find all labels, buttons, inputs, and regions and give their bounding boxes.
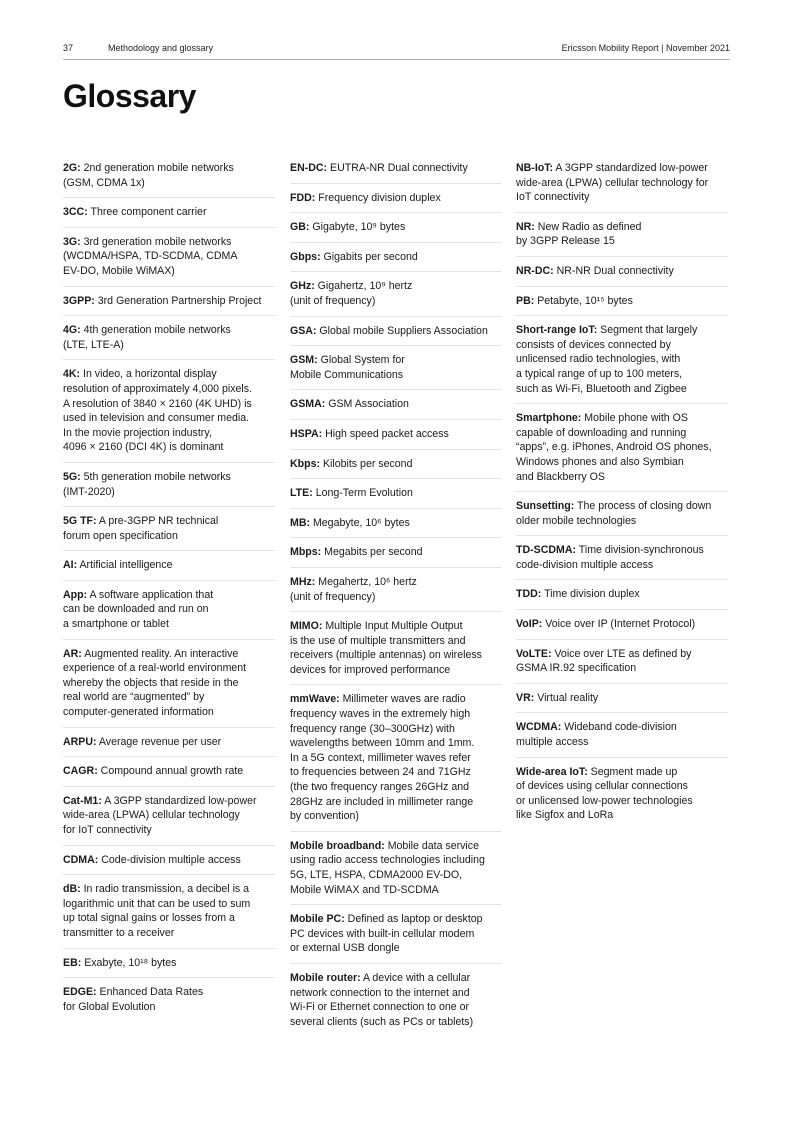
glossary-definition: Average revenue per user [96,735,222,748]
page-number: 37 [63,43,74,53]
glossary-definition: Defined as laptop or desktop PC devices with built-in cellular modem or external USB dongle [290,913,483,955]
glossary-entry [63,882,275,948]
glossary-definition: Segment that largely consists of devices connected by unlicensed radio technologies, with a typical range of up to 100 meters, such as Wi-Fi, Bluetooth and Zigbee [516,324,698,395]
glossary-definition: EUTRA-NR Dual connectivity [327,162,468,174]
glossary-entry [63,323,275,360]
glossary-entry [63,794,275,846]
glossary-entry [290,692,502,831]
glossary-term: 2G: [63,162,81,174]
glossary-term: Kbps: [290,457,321,470]
glossary-term: 5G TF: [63,515,97,528]
glossary-definition: Three component carrier [87,206,207,219]
glossary-term: 3G: [63,235,81,248]
page-header [63,43,730,59]
glossary-definition: A pre-3GPP NR technical forum open specification [63,515,219,542]
glossary-term: Wide-area IoT: [516,765,588,778]
glossary-definition: Long-Term Evolution [312,487,413,500]
glossary-entry [63,235,275,287]
glossary-entry [516,294,728,317]
glossary-entry [63,956,275,979]
glossary-term: Short-range IoT: [516,324,598,337]
glossary-entry [516,691,728,714]
glossary-definition: Gigabits per second [320,250,418,263]
glossary-entry [63,588,275,640]
glossary-term: VR: [516,691,535,704]
glossary-definition: Voice over IP (Internet Protocol) [542,618,696,631]
glossary-term: MB: [290,516,311,529]
glossary-term: GSMA: [290,398,326,411]
glossary-definition: A device with a cellular network connection to the internet and Wi-Fi or Ethernet connection to one or several clients (such as PCs or tablets) [290,971,474,1028]
glossary-term: ARPU: [63,735,97,748]
glossary-definition: In radio transmission, a decibel is a logarithmic unit that can be used to sum up total signal gains or losses from a transmitter to a receiver [63,883,251,939]
glossary-entry [290,191,502,214]
glossary-term: EB: [63,956,82,969]
glossary-definition: Augmented reality. An interactive experience of a real-world environment whereby the objects that reside in the real world are “augmented” by computer-generated information [63,647,247,719]
glossary-entry [516,264,728,287]
glossary-entry [290,353,502,390]
glossary-definition: Gigahertz, 10⁹ hertz (unit of frequency) [290,280,413,307]
glossary-definition: Millimeter waves are radio frequency waves in the extremely high frequency range (30–300GHz) with wavelengths between 10mm and 1mm. In a 5G context, millimeter waves refer to frequencies between 24 and 71GHz (the two frequency ranges 26GHz and 28GHz are included in millimeter range by convention) [290,693,475,823]
glossary-term: VoIP: [516,618,543,631]
glossary-definition: GSM Association [325,398,409,411]
glossary-entry [290,619,502,685]
glossary-definition: New Radio as defined by 3GPP Release 15 [516,220,642,248]
glossary-entry [290,279,502,316]
glossary-entry [290,912,502,964]
glossary-entry [63,764,275,787]
glossary-entry [290,427,502,450]
glossary-definition: Wideband code-division multiple access [516,721,677,749]
glossary-term: AR: [63,647,82,660]
glossary-entry [290,971,502,1036]
glossary-term: NB-IoT: [516,162,554,174]
glossary-entry [63,735,275,758]
glossary-term: MIMO: [290,620,323,633]
glossary-term: NR: [516,220,535,233]
glossary-entry [63,647,275,728]
glossary-definition: Megahertz, 10⁶ hertz (unit of frequency) [290,575,417,603]
glossary-definition: Gigabyte, 10⁹ bytes [309,221,406,234]
glossary-column-2 [290,161,502,1043]
glossary-definition: Multiple Input Multiple Output is the use of multiple transmitters and receivers (multiple antennas) on wireless devices for improved performance [290,620,482,676]
glossary-term: GB: [290,221,310,234]
glossary-term: TDD: [516,588,542,601]
glossary-definition: 3rd Generation Partnership Project [94,294,262,307]
glossary-definition: Megabyte, 10⁶ bytes [310,516,410,529]
glossary-definition: Artificial intelligence [77,559,173,572]
glossary-definition: Exabyte, 10¹⁸ bytes [81,956,177,969]
glossary-definition: Petabyte, 10¹⁵ bytes [534,294,633,307]
glossary-definition: 5th generation mobile networks (IMT-2020) [63,470,231,498]
glossary-term: 3GPP: [63,294,95,307]
glossary-term: Mobile PC: [290,913,345,926]
glossary-column-1 [63,161,275,1028]
glossary-definition: Frequency division duplex [315,191,441,204]
glossary-term: EDGE: [63,986,97,999]
glossary-entry [290,220,502,243]
glossary-definition: Megabits per second [321,546,423,559]
glossary-definition: Enhanced Data Rates for Global Evolution [63,986,204,1013]
glossary-term: dB: [63,883,81,896]
glossary-term: TD-SCDMA: [516,544,577,557]
glossary-term: PB: [516,294,535,307]
glossary-definition: Time division-synchronous code-division multiple access [516,544,704,571]
glossary-entry [63,367,275,463]
glossary-term: VoLTE: [516,647,552,660]
glossary-entry [290,457,502,480]
glossary-definition: Mobile phone with OS capable of downloading and running “apps”, e.g. iPhones, Android OS phones, Windows phones and also Symbian and Blackberry OS [516,412,712,483]
glossary-definition: In video, a horizontal display resolution of approximately 4,000 pixels. A resolution of 3840 × 2160 (4K UHD) is used in television and consumer media. In the movie projection industry, 4096 × 2160 (DCI 4K) is dominant [63,368,253,454]
glossary-entry [516,587,728,610]
glossary-entry [63,514,275,551]
glossary-entry [516,499,728,536]
glossary-definition: Time division duplex [541,588,640,601]
glossary-entry [63,470,275,507]
glossary-definition: NR-NR Dual connectivity [553,264,674,277]
glossary-definition: 3rd generation mobile networks (WCDMA/HSPA, TD-SCDMA, CDMA EV-DO, Mobile WiMAX) [63,235,238,277]
glossary-entry [290,575,502,612]
glossary-term: GHz: [290,280,315,293]
glossary-column-3 [516,161,728,837]
glossary-entry [516,765,728,830]
glossary-term: Cat-M1: [63,794,102,807]
glossary-definition: Global System for Mobile Communications [290,354,405,381]
glossary-term: GSA: [290,324,317,337]
glossary-term: mmWave: [290,693,340,706]
glossary-term: LTE: [290,487,313,500]
glossary-entry [290,516,502,539]
glossary-definition: Compound annual growth rate [97,765,244,778]
glossary-term: EN-DC: [290,162,328,174]
glossary-definition: Code-division multiple access [98,853,241,866]
glossary-entry [516,411,728,492]
glossary-entry [63,853,275,876]
section-name: Methodology and glossary [108,43,214,53]
glossary-definition: Global mobile Suppliers Association [316,324,488,337]
glossary-term: AI: [63,559,78,572]
glossary-term: 5G: [63,470,81,483]
glossary-entry [516,323,728,404]
glossary-term: Mbps: [290,546,322,559]
glossary-term: Sunsetting: [516,500,575,513]
glossary-entry [63,205,275,228]
glossary-term: GSM: [290,354,318,367]
glossary-definition: Virtual reality [534,691,599,704]
glossary-definition: The process of closing down older mobile technologies [516,500,712,527]
glossary-term: Smartphone: [516,412,582,425]
glossary-entry [516,543,728,580]
glossary-term: CDMA: [63,853,99,866]
glossary-definition: A 3GPP standardized low-power wide-area (LPWA) cellular technology for IoT connectivity [516,162,709,204]
glossary-term: HSPA: [290,427,323,440]
header-divider [63,59,730,60]
glossary-term: 4K: [63,368,81,381]
glossary-term: 3CC: [63,206,88,219]
glossary-entry [516,647,728,684]
glossary-term: Mobile router: [290,971,361,984]
glossary-entry [290,161,502,184]
glossary-definition: Kilobits per second [320,457,413,470]
glossary-entry [290,250,502,273]
glossary-entry [63,294,275,317]
glossary-definition: A 3GPP standardized low-power wide-area (LPWA) cellular technology for IoT connectivity [63,794,257,836]
glossary-entry [290,324,502,347]
glossary-term: Gbps: [290,250,321,263]
glossary-term: Mobile broadband: [290,839,385,852]
glossary-entry [290,839,502,905]
glossary-definition: Segment made up of devices using cellular connections or unlicensed low-power technologies like Sigfox and LoRa [516,765,693,822]
glossary-definition: A software application that can be downloaded and run on a smartphone or tablet [63,588,214,631]
glossary-definition: 4th generation mobile networks (LTE, LTE-A) [63,324,231,351]
glossary-entry [290,397,502,420]
glossary-term: 4G: [63,324,81,337]
glossary-entry [516,720,728,757]
glossary-definition: Mobile data service using radio access technologies including 5G, LTE, HSPA, CDMA2000 EV-DO, Mobile WiMAX and TD-SCDMA [290,839,485,896]
page-title: Glossary [63,78,196,114]
glossary-term: NR-DC: [516,264,554,277]
glossary-entry [63,985,275,1021]
glossary-definition: Voice over LTE as defined by GSMA IR.92 specification [516,647,692,675]
report-name: Ericsson Mobility Report | November 2021 [561,43,730,53]
glossary-term: App: [63,588,88,601]
glossary-entry [63,161,275,198]
glossary-term: CAGR: [63,765,98,778]
glossary-entry [290,545,502,568]
glossary-term: WCDMA: [516,721,562,734]
glossary-entry [516,617,728,640]
glossary-entry [290,486,502,509]
glossary-term: FDD: [290,191,316,204]
glossary-definition: High speed packet access [322,427,449,440]
glossary-entry [516,220,728,257]
glossary-entry [516,161,728,213]
glossary-term: MHz: [290,575,316,588]
glossary-definition: 2nd generation mobile networks (GSM, CDMA 1x) [63,162,234,189]
glossary-entry [63,558,275,581]
